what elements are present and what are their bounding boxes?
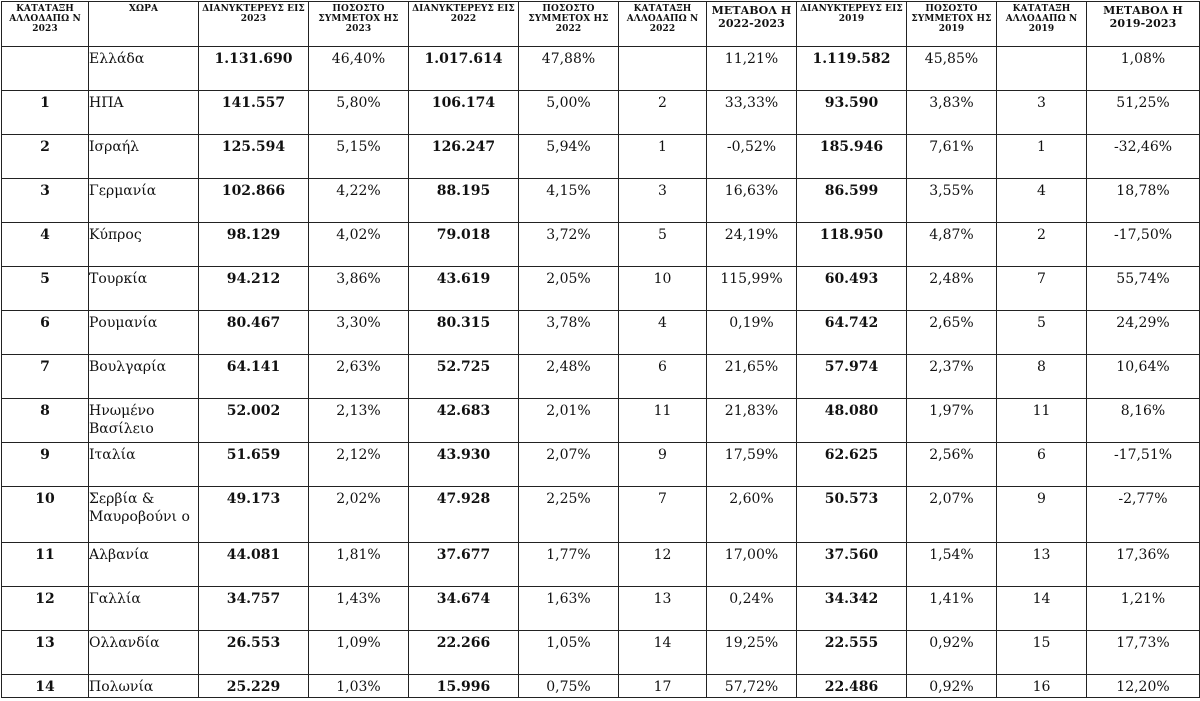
cell-rank-2022: 7 (619, 487, 707, 543)
cell-overnights-2023: 52.002 (199, 399, 309, 443)
table-row (2, 631, 1200, 675)
header-change-2019-2023: ΜΕΤΑΒΟΛ Η 2019-2023 (1087, 2, 1200, 47)
cell-change-2022-2023: 11,21% (707, 47, 797, 91)
cell-change-2022-2023: 115,99% (707, 267, 797, 311)
cell-rank-2022: 2 (619, 91, 707, 135)
cell-overnights-2023: 34.757 (199, 587, 309, 631)
cell-overnights-2023: 49.173 (199, 487, 309, 543)
cell-change-2022-2023: 21,65% (707, 355, 797, 399)
header-share-2019: ΠΟΣΟΣΤΟ ΣΥΜΜΕΤΟΧ ΗΣ 2019 (907, 2, 997, 47)
table-row (2, 135, 1200, 179)
table-row (2, 443, 1200, 487)
cell-overnights-2022: 37.677 (409, 543, 519, 587)
cell-change-2019-2023: -17,51% (1087, 443, 1200, 487)
cell-rank-2019: 11 (997, 399, 1087, 443)
table-row (2, 487, 1200, 543)
cell-share-2019: 1,54% (907, 543, 997, 587)
cell-rank-2023: 13 (2, 631, 89, 675)
cell-share-2023: 5,80% (309, 91, 409, 135)
cell-overnights-2022: 106.174 (409, 91, 519, 135)
cell-country: Κύπρος (89, 223, 199, 267)
cell-share-2023: 5,15% (309, 135, 409, 179)
cell-overnights-2023: 1.131.690 (199, 47, 309, 91)
cell-overnights-2019: 185.946 (797, 135, 907, 179)
cell-share-2023: 4,22% (309, 179, 409, 223)
cell-share-2023: 2,02% (309, 487, 409, 543)
cell-share-2022: 3,78% (519, 311, 619, 355)
cell-share-2022: 1,77% (519, 543, 619, 587)
cell-share-2019: 7,61% (907, 135, 997, 179)
cell-rank-2022: 13 (619, 587, 707, 631)
cell-rank-2022: 11 (619, 399, 707, 443)
table-row (2, 311, 1200, 355)
cell-change-2022-2023: 17,00% (707, 543, 797, 587)
cell-change-2022-2023: 24,19% (707, 223, 797, 267)
cell-share-2019: 2,07% (907, 487, 997, 543)
cell-change-2019-2023: 8,16% (1087, 399, 1200, 443)
cell-overnights-2022: 126.247 (409, 135, 519, 179)
cell-rank-2019: 3 (997, 91, 1087, 135)
cell-rank-2022: 17 (619, 675, 707, 698)
cell-overnights-2019: 93.590 (797, 91, 907, 135)
cell-overnights-2022: 43.930 (409, 443, 519, 487)
cell-change-2019-2023: -17,50% (1087, 223, 1200, 267)
cell-share-2022: 2,48% (519, 355, 619, 399)
cell-rank-2022: 3 (619, 179, 707, 223)
cell-overnights-2022: 15.996 (409, 675, 519, 698)
header-overnights-2022: ΔΙΑΝΥΚΤΕΡΕΥΣ ΕΙΣ 2022 (409, 2, 519, 47)
cell-share-2023: 1,43% (309, 587, 409, 631)
cell-change-2022-2023: 17,59% (707, 443, 797, 487)
header-rank-2022: ΚΑΤΑΤΑΞΗ ΑΛΛΟΔΑΠΩ Ν 2022 (619, 2, 707, 47)
cell-share-2022: 0,75% (519, 675, 619, 698)
cell-rank-2022: 1 (619, 135, 707, 179)
cell-overnights-2022: 79.018 (409, 223, 519, 267)
cell-overnights-2019: 1.119.582 (797, 47, 907, 91)
cell-share-2023: 2,12% (309, 443, 409, 487)
table-row (2, 223, 1200, 267)
cell-share-2022: 47,88% (519, 47, 619, 91)
cell-overnights-2023: 51.659 (199, 443, 309, 487)
cell-share-2019: 0,92% (907, 631, 997, 675)
cell-overnights-2019: 22.486 (797, 675, 907, 698)
cell-country: Βουλγαρία (89, 355, 199, 399)
cell-rank-2019: 1 (997, 135, 1087, 179)
cell-overnights-2023: 44.081 (199, 543, 309, 587)
cell-country: Ρουμανία (89, 311, 199, 355)
cell-country: Ελλάδα (89, 47, 199, 91)
cell-share-2019: 2,48% (907, 267, 997, 311)
cell-share-2022: 2,05% (519, 267, 619, 311)
cell-rank-2023: 14 (2, 675, 89, 698)
cell-share-2022: 4,15% (519, 179, 619, 223)
cell-rank-2023: 10 (2, 487, 89, 543)
cell-share-2023: 1,09% (309, 631, 409, 675)
overnights-by-country-table (1, 1, 1200, 698)
cell-country: Ιταλία (89, 443, 199, 487)
cell-rank-2023 (2, 47, 89, 91)
cell-share-2019: 2,65% (907, 311, 997, 355)
cell-share-2022: 2,01% (519, 399, 619, 443)
cell-rank-2023: 5 (2, 267, 89, 311)
cell-overnights-2023: 125.594 (199, 135, 309, 179)
cell-overnights-2022: 1.017.614 (409, 47, 519, 91)
cell-share-2022: 2,07% (519, 443, 619, 487)
cell-rank-2023: 9 (2, 443, 89, 487)
cell-share-2023: 2,13% (309, 399, 409, 443)
cell-rank-2019: 9 (997, 487, 1087, 543)
cell-share-2019: 4,87% (907, 223, 997, 267)
cell-share-2022: 2,25% (519, 487, 619, 543)
cell-rank-2022: 4 (619, 311, 707, 355)
cell-share-2022: 5,00% (519, 91, 619, 135)
cell-country: Γερμανία (89, 179, 199, 223)
table-row (2, 179, 1200, 223)
cell-rank-2019: 6 (997, 443, 1087, 487)
cell-share-2019: 2,56% (907, 443, 997, 487)
cell-country: Αλβανία (89, 543, 199, 587)
cell-rank-2019: 8 (997, 355, 1087, 399)
cell-rank-2019: 2 (997, 223, 1087, 267)
cell-rank-2022: 9 (619, 443, 707, 487)
cell-overnights-2022: 80.315 (409, 311, 519, 355)
cell-country: Σερβία & Μαυροβούνι ο (89, 487, 199, 543)
cell-rank-2022 (619, 47, 707, 91)
cell-rank-2019: 5 (997, 311, 1087, 355)
table-row (2, 543, 1200, 587)
header-change-2022-2023: ΜΕΤΑΒΟΛ Η 2022-2023 (707, 2, 797, 47)
cell-change-2022-2023: 21,83% (707, 399, 797, 443)
cell-share-2019: 45,85% (907, 47, 997, 91)
cell-rank-2019: 16 (997, 675, 1087, 698)
cell-overnights-2019: 57.974 (797, 355, 907, 399)
cell-rank-2023: 2 (2, 135, 89, 179)
table-row (2, 675, 1200, 698)
cell-share-2019: 0,92% (907, 675, 997, 698)
cell-overnights-2019: 86.599 (797, 179, 907, 223)
cell-country: Πολωνία (89, 675, 199, 698)
cell-overnights-2019: 22.555 (797, 631, 907, 675)
cell-change-2019-2023: 24,29% (1087, 311, 1200, 355)
cell-change-2019-2023: -32,46% (1087, 135, 1200, 179)
cell-change-2019-2023: 18,78% (1087, 179, 1200, 223)
cell-overnights-2023: 141.557 (199, 91, 309, 135)
cell-overnights-2019: 34.342 (797, 587, 907, 631)
cell-share-2023: 2,63% (309, 355, 409, 399)
header-row (2, 2, 1200, 47)
cell-rank-2022: 6 (619, 355, 707, 399)
cell-country: Γαλλία (89, 587, 199, 631)
cell-rank-2019: 4 (997, 179, 1087, 223)
cell-change-2022-2023: 33,33% (707, 91, 797, 135)
cell-overnights-2022: 88.195 (409, 179, 519, 223)
cell-rank-2023: 1 (2, 91, 89, 135)
cell-rank-2023: 12 (2, 587, 89, 631)
cell-change-2022-2023: 0,24% (707, 587, 797, 631)
table-row (2, 91, 1200, 135)
cell-change-2019-2023: 1,21% (1087, 587, 1200, 631)
table-body (2, 47, 1200, 698)
cell-overnights-2023: 80.467 (199, 311, 309, 355)
cell-share-2019: 1,97% (907, 399, 997, 443)
cell-overnights-2019: 62.625 (797, 443, 907, 487)
cell-share-2023: 3,30% (309, 311, 409, 355)
cell-rank-2022: 14 (619, 631, 707, 675)
cell-overnights-2022: 42.683 (409, 399, 519, 443)
cell-change-2019-2023: 12,20% (1087, 675, 1200, 698)
cell-country: ΗΠΑ (89, 91, 199, 135)
cell-share-2022: 3,72% (519, 223, 619, 267)
cell-overnights-2022: 34.674 (409, 587, 519, 631)
cell-change-2022-2023: 0,19% (707, 311, 797, 355)
cell-overnights-2023: 98.129 (199, 223, 309, 267)
cell-rank-2023: 8 (2, 399, 89, 443)
cell-rank-2019: 7 (997, 267, 1087, 311)
header-rank-2019: ΚΑΤΑΤΑΞΗ ΑΛΛΟΔΑΠΩ Ν 2019 (997, 2, 1087, 47)
table-row (2, 267, 1200, 311)
header-share-2022: ΠΟΣΟΣΤΟ ΣΥΜΜΕΤΟΧ ΗΣ 2022 (519, 2, 619, 47)
cell-change-2022-2023: 2,60% (707, 487, 797, 543)
cell-overnights-2023: 64.141 (199, 355, 309, 399)
cell-overnights-2019: 50.573 (797, 487, 907, 543)
cell-overnights-2019: 64.742 (797, 311, 907, 355)
cell-change-2022-2023: 16,63% (707, 179, 797, 223)
table-row (2, 587, 1200, 631)
cell-rank-2019: 14 (997, 587, 1087, 631)
cell-overnights-2022: 22.266 (409, 631, 519, 675)
cell-change-2019-2023: 17,36% (1087, 543, 1200, 587)
cell-share-2019: 3,55% (907, 179, 997, 223)
cell-rank-2023: 7 (2, 355, 89, 399)
cell-share-2023: 1,03% (309, 675, 409, 698)
cell-rank-2019: 15 (997, 631, 1087, 675)
cell-share-2019: 1,41% (907, 587, 997, 631)
cell-change-2019-2023: 10,64% (1087, 355, 1200, 399)
cell-rank-2023: 3 (2, 179, 89, 223)
cell-overnights-2019: 118.950 (797, 223, 907, 267)
cell-country: Τουρκία (89, 267, 199, 311)
cell-overnights-2019: 48.080 (797, 399, 907, 443)
cell-overnights-2019: 60.493 (797, 267, 907, 311)
cell-change-2019-2023: 51,25% (1087, 91, 1200, 135)
cell-change-2022-2023: 57,72% (707, 675, 797, 698)
cell-country: Ηνωμένο Βασίλειο (89, 399, 199, 443)
cell-share-2023: 1,81% (309, 543, 409, 587)
cell-overnights-2019: 37.560 (797, 543, 907, 587)
cell-change-2019-2023: 17,73% (1087, 631, 1200, 675)
cell-change-2022-2023: 19,25% (707, 631, 797, 675)
cell-share-2023: 46,40% (309, 47, 409, 91)
header-overnights-2023: ΔΙΑΝΥΚΤΕΡΕΥΣ ΕΙΣ 2023 (199, 2, 309, 47)
cell-change-2022-2023: -0,52% (707, 135, 797, 179)
header-share-2023: ΠΟΣΟΣΤΟ ΣΥΜΜΕΤΟΧ ΗΣ 2023 (309, 2, 409, 47)
cell-overnights-2023: 102.866 (199, 179, 309, 223)
cell-rank-2023: 6 (2, 311, 89, 355)
cell-rank-2022: 12 (619, 543, 707, 587)
cell-share-2019: 2,37% (907, 355, 997, 399)
cell-change-2019-2023: 1,08% (1087, 47, 1200, 91)
cell-rank-2023: 11 (2, 543, 89, 587)
cell-overnights-2022: 43.619 (409, 267, 519, 311)
cell-change-2019-2023: -2,77% (1087, 487, 1200, 543)
cell-share-2022: 1,63% (519, 587, 619, 631)
table-row (2, 355, 1200, 399)
cell-country: Ισραήλ (89, 135, 199, 179)
cell-rank-2022: 10 (619, 267, 707, 311)
cell-share-2023: 3,86% (309, 267, 409, 311)
cell-rank-2022: 5 (619, 223, 707, 267)
cell-overnights-2022: 47.928 (409, 487, 519, 543)
cell-overnights-2023: 26.553 (199, 631, 309, 675)
table-row (2, 47, 1200, 91)
cell-rank-2019: 13 (997, 543, 1087, 587)
cell-change-2019-2023: 55,74% (1087, 267, 1200, 311)
header-rank-2023: ΚΑΤΑΤΑΞΗ ΑΛΛΟΔΑΠΩ Ν 2023 (2, 2, 89, 47)
cell-rank-2019 (997, 47, 1087, 91)
cell-share-2019: 3,83% (907, 91, 997, 135)
table-row (2, 399, 1200, 443)
header-country: ΧΩΡΑ (89, 2, 199, 47)
cell-share-2022: 1,05% (519, 631, 619, 675)
header-overnights-2019: ΔΙΑΝΥΚΤΕΡΕΥΣ ΕΙΣ 2019 (797, 2, 907, 47)
cell-share-2023: 4,02% (309, 223, 409, 267)
cell-rank-2023: 4 (2, 223, 89, 267)
cell-share-2022: 5,94% (519, 135, 619, 179)
cell-country: Ολλανδία (89, 631, 199, 675)
cell-overnights-2023: 25.229 (199, 675, 309, 698)
cell-overnights-2022: 52.725 (409, 355, 519, 399)
cell-overnights-2023: 94.212 (199, 267, 309, 311)
